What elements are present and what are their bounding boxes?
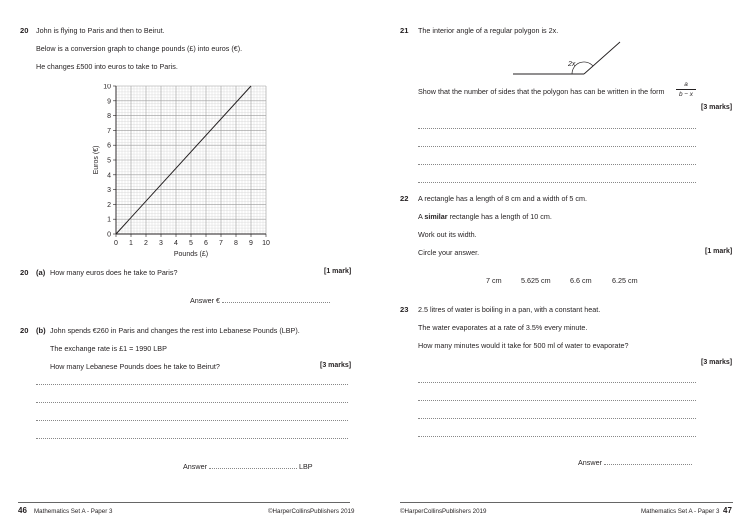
working-line[interactable] xyxy=(418,382,696,383)
question-text: John spends €260 in Paris and changes the rest into Lebanese Pounds (LBP). xyxy=(50,326,300,335)
question-text: Work out its width. xyxy=(418,230,477,239)
question-number: 21 xyxy=(400,26,409,35)
y-tick-label: 7 xyxy=(107,127,111,135)
y-tick-label: 10 xyxy=(103,84,111,91)
answer-field[interactable] xyxy=(222,296,330,303)
y-tick-label: 2 xyxy=(107,201,111,209)
x-tick-label: 7 xyxy=(219,240,223,247)
question-number: 23 xyxy=(400,305,409,314)
answer-field[interactable] xyxy=(209,462,297,469)
graph-major-grid xyxy=(116,86,266,234)
y-tick-label: 9 xyxy=(107,98,111,106)
working-line[interactable] xyxy=(36,420,348,421)
question-text: How many euros does he take to Paris? xyxy=(50,268,178,277)
y-tick-labels xyxy=(103,84,116,239)
answer-field[interactable] xyxy=(604,458,692,465)
y-tick-label: 1 xyxy=(107,216,111,224)
angle-label: 2x xyxy=(568,61,576,68)
y-axis-label: Euros (€) xyxy=(93,145,100,175)
question-number: 20 xyxy=(20,268,29,277)
footer-rule xyxy=(18,502,350,503)
question-text: He changes £500 into euros to take to Paris. xyxy=(36,62,178,71)
x-tick-label: 1 xyxy=(129,240,133,247)
question-text: John is flying to Paris and then to Beirut. xyxy=(36,26,165,35)
answer-option[interactable]: 5.625 cm xyxy=(521,276,551,285)
marks-label: [1 mark] xyxy=(705,248,733,255)
x-tick-label: 2 xyxy=(144,240,148,247)
question-number: 20 xyxy=(20,326,29,335)
marks-label: [3 marks] xyxy=(701,104,733,111)
working-line[interactable] xyxy=(418,400,696,401)
question-text: Show that the number of sides that the polygon has can be written in the form xyxy=(418,87,665,96)
question-text: 2.5 litres of water is boiling in a pan, with a constant heat. xyxy=(418,305,601,314)
footer-copyright: ©HarperCollinsPublishers 2019 xyxy=(268,508,355,515)
page-number: 46 xyxy=(18,506,27,515)
marks-label: [3 marks] xyxy=(701,359,733,366)
question-text: A similar rectangle has a length of 10 cm. xyxy=(418,212,552,221)
answer-unit: LBP xyxy=(298,462,313,471)
working-line[interactable] xyxy=(36,438,348,439)
working-line[interactable] xyxy=(418,128,696,129)
page-number: 47 xyxy=(723,506,732,515)
working-line[interactable] xyxy=(418,182,696,183)
answer-option[interactable]: 7 cm xyxy=(486,276,502,285)
working-line[interactable] xyxy=(418,418,696,419)
y-tick-label: 8 xyxy=(107,113,111,121)
footer-title: Mathematics Set A - Paper 3 xyxy=(34,508,113,515)
question-text: The water evaporates at a rate of 3.5% every minute. xyxy=(418,323,588,332)
answer-label: Answer xyxy=(578,458,602,467)
x-tick-label: 10 xyxy=(262,240,270,247)
x-tick-label: 8 xyxy=(234,240,238,247)
x-tick-labels xyxy=(114,234,270,247)
question-number: 20 xyxy=(20,26,29,35)
answer-label: Answer xyxy=(183,462,207,471)
footer-title: Mathematics Set A - Paper 3 xyxy=(641,508,720,515)
question-text: A rectangle has a length of 8 cm and a width of 5 cm. xyxy=(418,194,588,203)
bold-word: similar xyxy=(424,212,448,221)
x-tick-label: 6 xyxy=(204,240,208,247)
working-line[interactable] xyxy=(36,402,348,403)
working-line[interactable] xyxy=(418,146,696,147)
working-line[interactable] xyxy=(418,164,696,165)
question-text: How many Lebanese Pounds does he take to Beirut? xyxy=(50,362,220,371)
y-tick-label: 3 xyxy=(107,187,111,195)
marks-label: [1 mark] xyxy=(324,268,352,275)
y-tick-label: 5 xyxy=(107,157,111,165)
x-tick-label: 0 xyxy=(114,240,118,247)
fraction-denominator: b − x xyxy=(676,89,696,98)
y-tick-label: 4 xyxy=(107,172,111,180)
answer-option[interactable]: 6.6 cm xyxy=(570,276,592,285)
answer-label: Answer € xyxy=(190,296,220,305)
question-text: Below is a conversion graph to change pounds (£) into euros (€). xyxy=(36,44,243,53)
y-tick-label: 0 xyxy=(107,231,111,239)
angle-diagram xyxy=(510,40,622,80)
answer-option[interactable]: 6.25 cm xyxy=(612,276,638,285)
working-line[interactable] xyxy=(36,384,348,385)
footer-copyright: ©HarperCollinsPublishers 2019 xyxy=(400,508,487,515)
question-text: How many minutes would it take for 500 ml of water to evaporate? xyxy=(418,341,629,350)
footer-rule xyxy=(400,502,733,503)
marks-label: [3 marks] xyxy=(320,362,352,369)
question-text: Circle your answer. xyxy=(418,248,480,257)
question-part: (a) xyxy=(36,268,46,277)
angle-arm-slanted xyxy=(584,42,620,74)
answer-row xyxy=(578,458,692,467)
working-line[interactable] xyxy=(418,436,696,437)
x-tick-label: 9 xyxy=(249,240,253,247)
question-part: (b) xyxy=(36,326,46,335)
answer-row xyxy=(183,462,313,471)
x-tick-label: 5 xyxy=(189,240,193,247)
x-tick-label: 3 xyxy=(159,240,163,247)
exchange-rate-text: The exchange rate is £1 = 1990 LBP xyxy=(50,344,167,353)
question-text: The interior angle of a regular polygon is 2x. xyxy=(418,26,559,35)
conversion-graph xyxy=(88,84,278,262)
fraction xyxy=(676,81,696,98)
question-number: 22 xyxy=(400,194,409,203)
y-tick-label: 6 xyxy=(107,142,111,150)
x-axis-label: Pounds (£) xyxy=(173,251,209,258)
x-tick-label: 4 xyxy=(174,240,178,247)
answer-row xyxy=(190,296,330,305)
fraction-numerator: a xyxy=(684,81,688,88)
